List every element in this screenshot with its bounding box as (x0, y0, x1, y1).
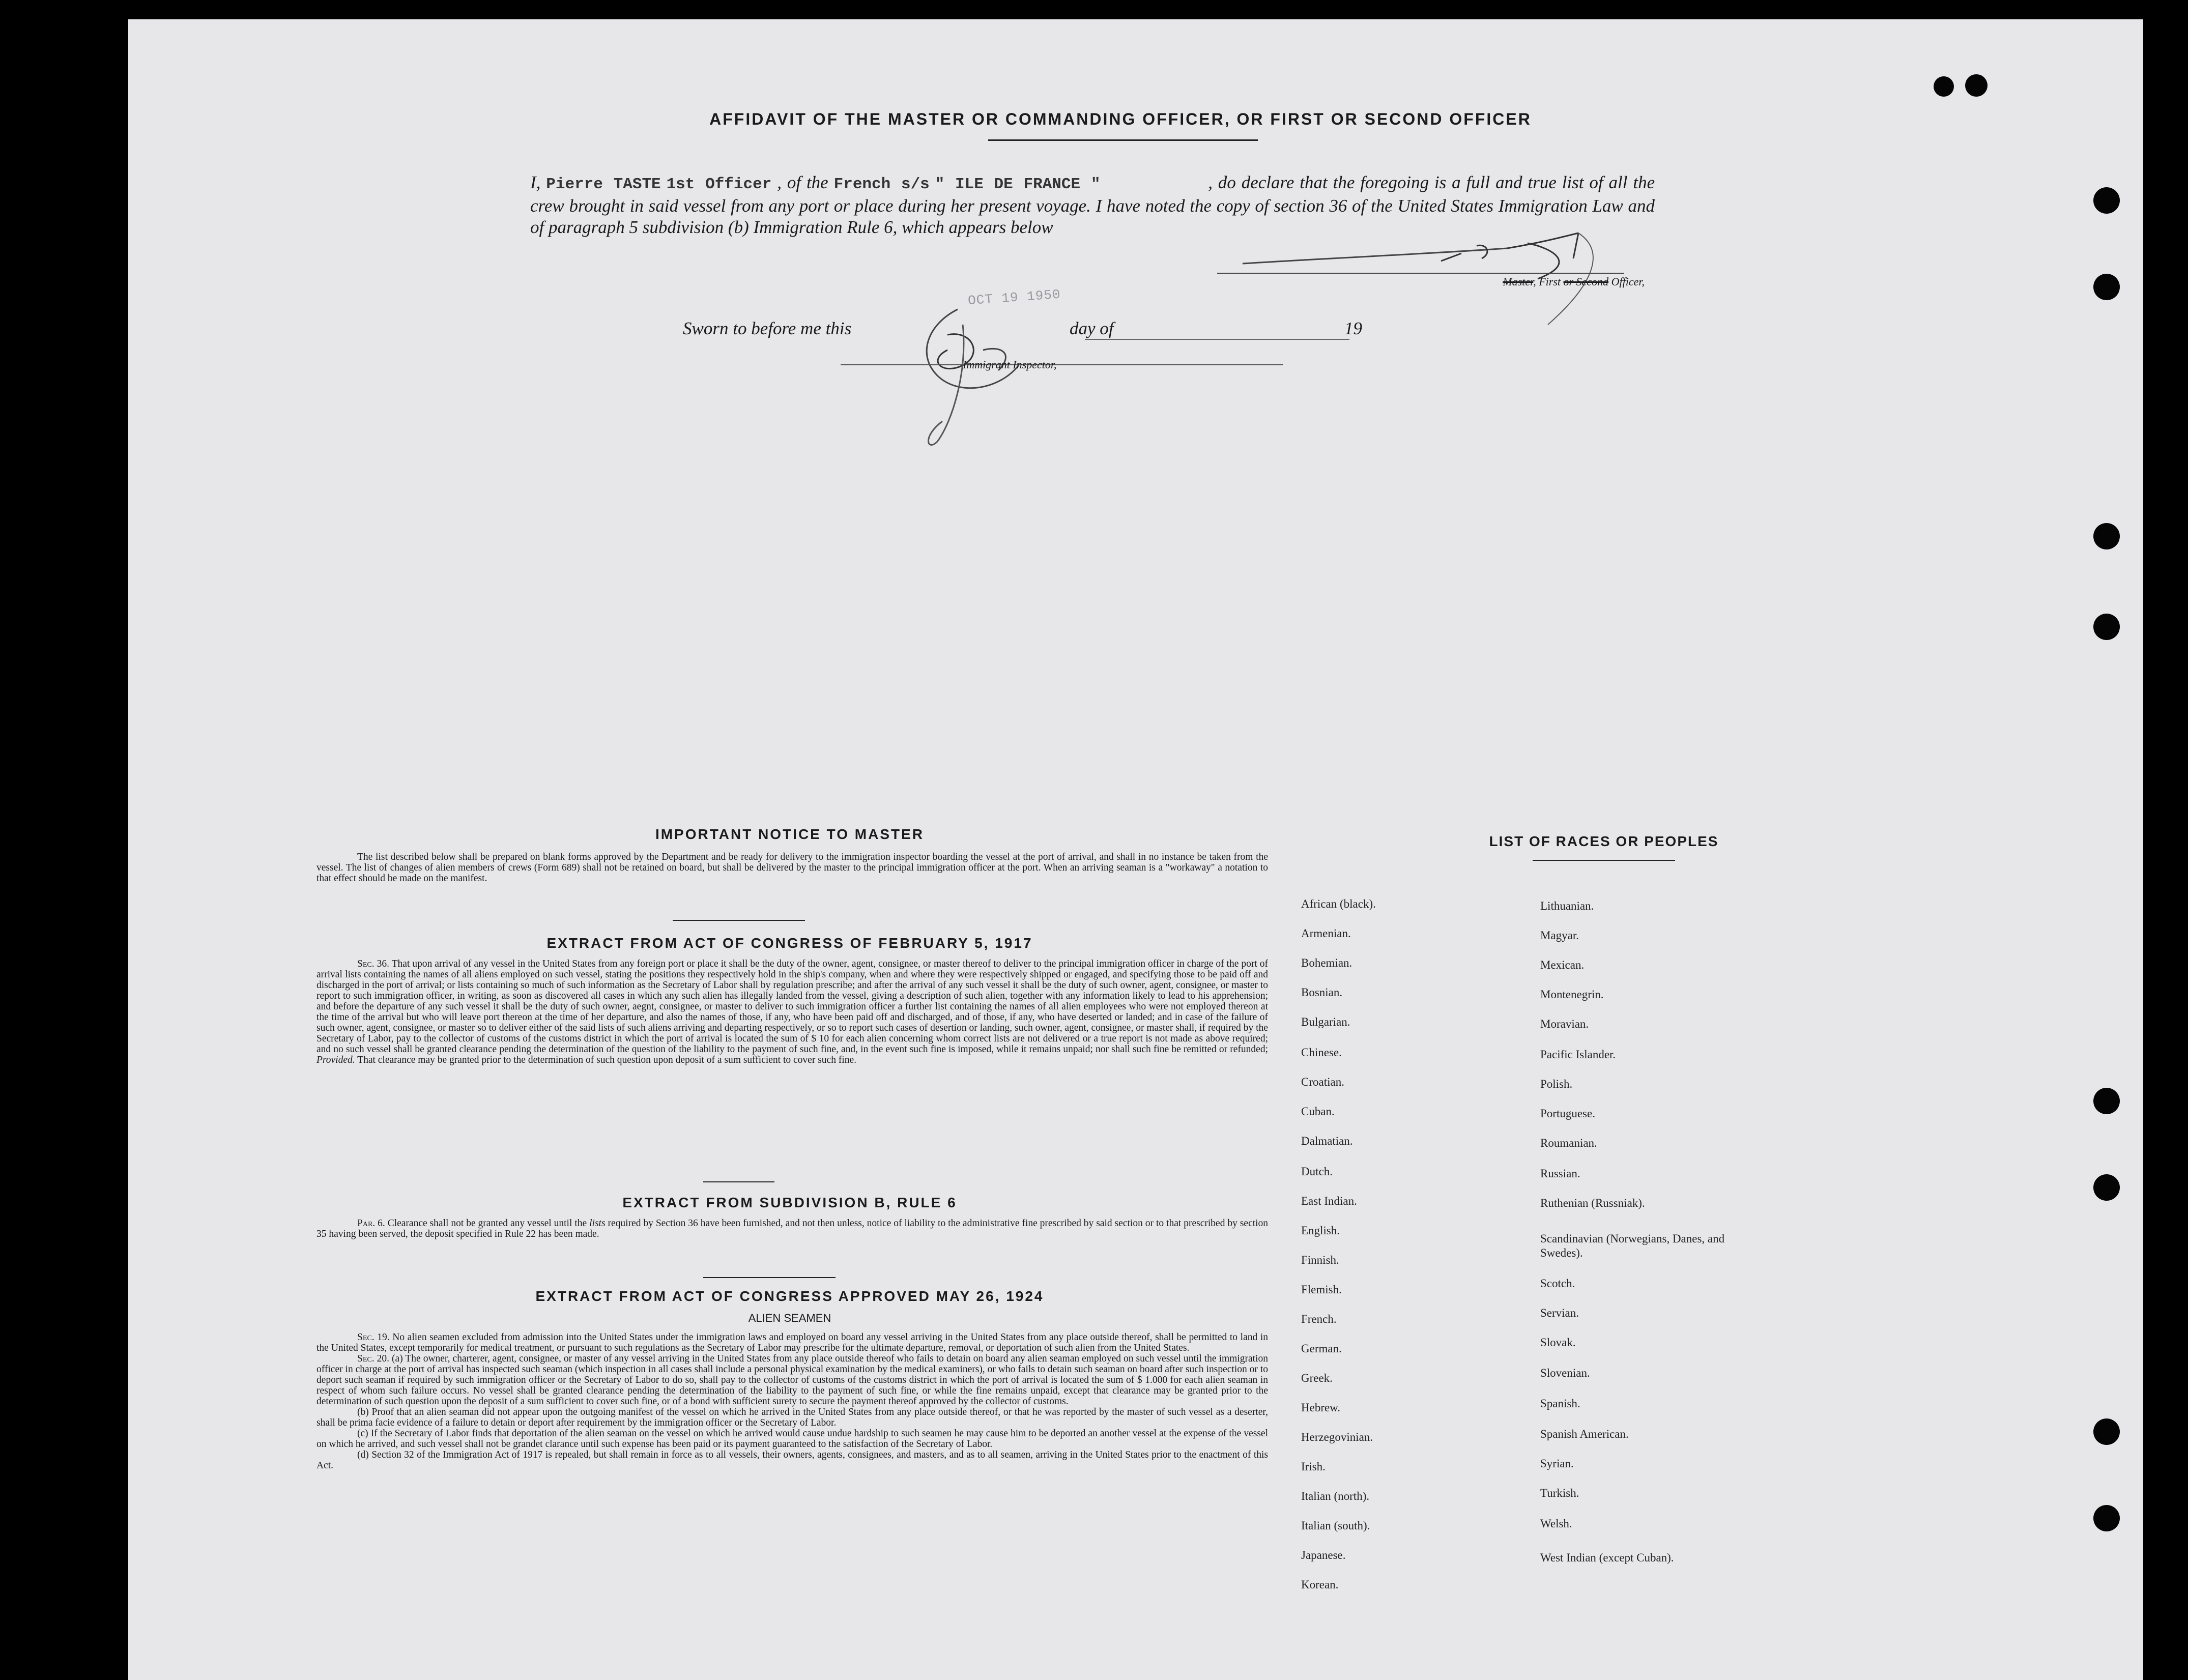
races-title: LIST OF RACES OR PEOPLES (1489, 833, 1719, 849)
race-item: Flemish. (1301, 1283, 1342, 1296)
lists-word: lists (589, 1218, 606, 1229)
day-blank-line (1146, 339, 1349, 340)
race-item: Pacific Islander. (1540, 1048, 1616, 1061)
punch-hole (2093, 614, 2120, 640)
officer-label: Officer, (1611, 275, 1645, 288)
race-item: African (black). (1301, 897, 1376, 910)
punch-hole (2093, 1174, 2120, 1201)
section-20a-text: (a) The owner, charterer, agent, consignee, or master of any vessel arriving in the United States from any place outside thereof who fails to detain on board any alien seaman employed on such vessel until the immigration officer in charge at the port of arrival has inspected such seaman (which inspection in all cases shall include a personal physical examination by the medical examiners), or who fails to detain such seaman on board after such inspection or to deport such seaman if required by such immigration officer or the Secretary of Labor to do so, shall pay to the collector of customs of the customs district in which the port of arrival is located the sum of $ 1.000 for each alien seaman in respect of whom such failure occurs. No vessel shall be granted clearance pending the determination of the liability to the payment of such fine, or while the fine remains unpaid, except that clearance may be granted prior to the determination of such question upon the deposit of a sum sufficient to cover such fine, or of a bond with sufficient surety to secure the payment thereof approved by the collector of customs. (316, 1353, 1269, 1407)
race-item: German. (1301, 1342, 1342, 1355)
race-item: East Indian. (1301, 1195, 1357, 1207)
race-item: Russian. (1540, 1167, 1580, 1180)
race-item: Lithuanian. (1540, 900, 1594, 912)
notice-title: IMPORTANT NOTICE TO MASTER (655, 826, 925, 842)
extract-1924-body (316, 1332, 1268, 1471)
year-prefix: 19 (1344, 318, 1362, 338)
inspector-signature (866, 294, 1070, 457)
subdivision-b-body (316, 1218, 1268, 1239)
race-item: Chinese. (1301, 1046, 1342, 1059)
race-item: West Indian (except Cuban). (1540, 1551, 1674, 1564)
punch-hole (1965, 74, 1988, 97)
alien-seamen-subtitle: ALIEN SEAMEN (748, 1312, 831, 1324)
race-item: Italian (south). (1301, 1519, 1370, 1532)
divider (703, 1181, 774, 1182)
race-item: Turkish. (1540, 1487, 1579, 1499)
section-20b-paragraph: (b) Proof that an alien seaman did not appear upon the outgoing manifest of the vessel on which he arrived in the United States from any place outside thereof, or that he was reported by the master of such vessel as a deserter, shall be prima facie evidence of a failure to detain or deport after requirement by the immigration officer or the Secretary of Labor. (316, 1407, 1268, 1428)
ship-name: " ILE DE FRANCE " (935, 176, 1101, 193)
provided-label: Provided. (316, 1055, 355, 1065)
day-of-label: day of (1070, 318, 1114, 338)
race-item: Mexican. (1540, 959, 1585, 971)
section-20-label: Sec. 20. (357, 1353, 390, 1364)
inspector-signature-line (841, 364, 1283, 365)
subdivision-b-title: EXTRACT FROM SUBDIVISION B, RULE 6 (622, 1195, 957, 1210)
section-36-text: That upon arrival of any vessel in the United States from any foreign port or place it shall be the duty of the owner, agent, consignee, or master thereof to deliver to the principal immigration officer in charge of the port of arrival lists containing the names of all aliens employed on such vessel, stating the positions they respectively hold in the ship's company, when and where they were respectively shipped or engaged, and specifying those to be paid off and discharged in the port of arrival; or lists containing so much of such information as the Secretary of Labor shall by regulation prescribe; and after the arrival of any such vessel it shall be the duty of such owner, agent, consignee, or master to report to such immigration officer, in writing, as soon as discovered all cases in which any such alien has illegally landed from the vessel, giving a description of such alien, together with any information likely to lead to his apprehension; and before the departure of any such vessel it shall be the duty of such owner, aegnt, consignee, or master to deliver to such immigration officer a further list containing the names of all alien employees who were not employed thereon at the time of the arrival but who will leave port thereon at the time of her departure, and also the names of those, if any, who have been paid off and discharged, and of those, if any, who have deserted or landed; and in case of the failure of such owner, agent, consignee, or master so to deliver either of the said lists of such aliens arriving and departing respectively, or so to report such cases of desertion or landing, such owner, agent, consignee, or master shall, if required by the Secretary of Labor, pay to the collector of customs of the customs district in which the port of arrival is located the sum of $ 10 for each alien concerning whom correct lists are not delivered or a true report is not made as above required; and no such vessel shall be granted clearance pending the determination of the question of the liability to the payment of such fine, and, in the event such fine is imposed, while it remains unpaid; nor shall such fine be remitted or refunded; (316, 959, 1268, 1055)
race-item: Polish. (1540, 1078, 1573, 1090)
paragraph-6-text-a: Clearance shall not be granted any vessel until the (387, 1218, 587, 1229)
section-36-tail: That clearance may be granted prior to the determination of such question upon deposit of a sum sufficient to cover such fine. (357, 1055, 857, 1065)
race-item: French. (1301, 1313, 1337, 1325)
race-item: Welsh. (1540, 1517, 1572, 1530)
race-item: Bohemian. (1301, 957, 1352, 969)
punch-hole (2093, 523, 2120, 549)
race-item: Servian. (1540, 1307, 1579, 1319)
section-19-text: No alien seamen excluded from admission into the United States under the immigration laws and employed on board any vessel arriving in the United States from any place outside thereof, shall be permitted to land in the United States, except temporarily for medical treatment, or pursuant to such regulations as the Secretary of Labor may prescribe for the ultimate departure, removal, or deportation of such alien from the United States. (316, 1332, 1268, 1353)
of-the-label: , of the (777, 172, 828, 192)
race-item: Bosnian. (1301, 986, 1343, 999)
race-item: Roumanian. (1540, 1137, 1597, 1149)
race-item: Slovak. (1540, 1336, 1576, 1349)
affidavit-i: I, (530, 172, 541, 192)
divider (703, 1277, 836, 1278)
punch-hole (2093, 1088, 2120, 1114)
paragraph-6-label: Par. 6. (357, 1218, 385, 1229)
section-19-paragraph (316, 1332, 1268, 1353)
race-item: Greek. (1301, 1372, 1333, 1384)
ship-nationality: French s/s (833, 176, 930, 193)
race-item: Irish. (1301, 1460, 1326, 1473)
section-19-label: Sec. 19. (357, 1332, 390, 1343)
signature-line (1217, 273, 1624, 274)
officer-name: Pierre TASTE (546, 176, 661, 193)
inspector-label: Immigrant Inspector, (963, 358, 1057, 371)
divider (988, 139, 1258, 141)
punch-hole (2093, 1505, 2120, 1531)
punch-hole (2093, 1418, 2120, 1445)
notice-body: The list described below shall be prepared on blank forms approved by the Department and be ready for delivery to the immigration inspector boarding the vessel at the port of arrival, and shall in no instance be taken from the vessel. The list of changes of alien members of crews (Form 689) shall not be retained on board, but shall be delivered by the master to the principal immigration officer at the port. When an arriving seaman is a "workaway" a notation to that effect should be made on the manifest. (316, 852, 1268, 884)
master-label-struck: Master (1503, 275, 1534, 288)
race-item: Portuguese. (1540, 1107, 1595, 1120)
race-item: Scandinavian (Norwegians, Danes, and Swedes). (1540, 1232, 1725, 1259)
affidavit-title: AFFIDAVIT OF THE MASTER OR COMMANDING OFFICER, OR FIRST OR SECOND OFFICER (709, 110, 1532, 128)
section-20c-paragraph: (c) If the Secretary of Labor finds that deportation of the alien seaman on the vessel on which he arrived would cause undue hardship to such seamen he may cause him to be deported an another vessel at the expense of the vessel on which he arrived, and such vessel shall not be grandet clarance until such expense has been paid or its payment guaranteed to the satisfaction of the Secretary of Labor. (316, 1428, 1268, 1450)
punch-hole (2093, 187, 2120, 214)
race-item: Finnish. (1301, 1254, 1339, 1266)
race-item: Moravian. (1540, 1018, 1589, 1030)
race-item: English. (1301, 1224, 1340, 1237)
race-item: Armenian. (1301, 927, 1351, 940)
race-item: Spanish. (1540, 1397, 1580, 1410)
race-item: Montenegrin. (1540, 988, 1604, 1001)
date-stamp: OCT 19 1950 (967, 286, 1061, 309)
do-declare-label: , do declare (1208, 172, 1294, 192)
declaration-body: that the foregoing is a full and true list of all the crew brought in said vessel from any port or place during her present voyage. I have noted the copy of section 36 of the United States Immigration Law and of paragraph 5 subdivision (b) Immigration Rule 6, which appears below (530, 172, 1655, 237)
manifest-page (128, 19, 2143, 1680)
signer-title-label (1288, 275, 1645, 288)
section-20d-paragraph: (d) Section 32 of the Immigration Act of 1917 is repealed, but shall remain in force as to all vessels, their owners, agents, consignees, and masters, and as to all seamen, arriving in the United States prior to the enactment of this Act. (316, 1450, 1268, 1471)
race-item: Magyar. (1540, 929, 1579, 942)
first-label: , First (1533, 275, 1561, 288)
race-item: Herzegovinian. (1301, 1431, 1373, 1443)
race-item: Korean. (1301, 1578, 1339, 1591)
race-item: Syrian. (1540, 1457, 1574, 1470)
or-second-label-struck: or Second (1563, 275, 1609, 288)
race-item: Dalmatian. (1301, 1135, 1353, 1147)
section-20a-paragraph (316, 1353, 1268, 1407)
section-36-label: Sec. 36. (357, 959, 389, 969)
race-item: Slovenian. (1540, 1367, 1590, 1379)
race-item: Hebrew. (1301, 1401, 1341, 1414)
officer-rank: 1st Officer (666, 176, 772, 193)
race-item: Bulgarian. (1301, 1016, 1350, 1028)
sworn-before-label: Sworn to before me this (683, 318, 852, 338)
race-item: Ruthenian (Russniak). (1540, 1197, 1645, 1209)
paragraph-6-text-b: required by Section 36 have been furnished, and not then unless, notice of liability to the administrative fine prescribed by said section or to that prescribed by section 35 having been served, the deposit specified in Rule 22 has been made. (316, 1218, 1269, 1239)
divider (673, 920, 805, 921)
extract-1924-title: EXTRACT FROM ACT OF CONGRESS APPROVED MAY 26, 1924 (535, 1288, 1044, 1304)
extract-1917-body (316, 959, 1268, 1065)
punch-hole (2093, 274, 2120, 300)
race-item: Italian (north). (1301, 1490, 1370, 1502)
divider (1533, 860, 1675, 861)
race-item: Scotch. (1540, 1277, 1575, 1290)
race-item: Japanese. (1301, 1549, 1346, 1561)
punch-hole (1934, 76, 1954, 97)
race-item: Dutch. (1301, 1165, 1333, 1178)
extract-1917-title: EXTRACT FROM ACT OF CONGRESS OF FEBRUARY 5, 1917 (546, 935, 1033, 951)
race-item: Cuban. (1301, 1105, 1335, 1118)
race-item: Croatian. (1301, 1076, 1344, 1088)
race-item: Spanish American. (1540, 1428, 1629, 1440)
